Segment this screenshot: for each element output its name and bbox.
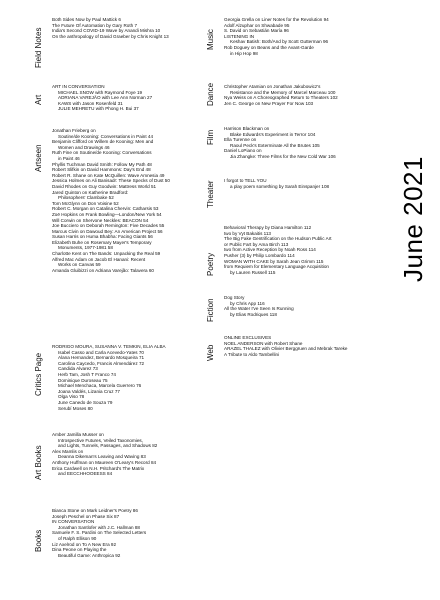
- list-item[interactable]: India's Second COVID-19 Wave by Anandi Mishra 10: [52, 28, 161, 34]
- list-item[interactable]: a play poem something by Sarah Einspanjer 108: [230, 183, 330, 189]
- list-item[interactable]: by Chris App 116: [230, 300, 265, 306]
- list-item[interactable]: Ruth Fine on Soutine/de Kooning: Conversations: [52, 150, 152, 156]
- list-item[interactable]: Zoë Hopkins on Frank Bowling—London/New York 54: [52, 211, 162, 217]
- list-item[interactable]: Olga Viso 78: [58, 394, 85, 400]
- list-item[interactable]: Christopher Atamian on Jonathan Jakubowicz's: [224, 84, 321, 89]
- section-items: [52, 344, 166, 411]
- list-item[interactable]: and EECCHHOOEESS 84: [58, 471, 113, 477]
- list-item[interactable]: ARAZEL THALEZ with Olivier Berggruen and Mebrak Tareke: [224, 346, 348, 352]
- list-item[interactable]: Joana Valdés, Lizania Cruz 77: [58, 388, 120, 394]
- list-item[interactable]: Harrison Blackman on: [224, 126, 270, 131]
- section-label: Field Notes: [34, 27, 43, 68]
- list-item[interactable]: Joe Bucciero on Deborah Remington: Five Decades 55: [52, 223, 165, 229]
- list-item[interactable]: Works on Canvas 59: [58, 262, 101, 268]
- list-item[interactable]: Adolf Alzuphar on Shwabade 95: [224, 22, 290, 28]
- list-item[interactable]: Susan Harris on Huma Bhabha: Facing Giants 56: [52, 234, 153, 240]
- list-item[interactable]: David Rhodes on Guy Goodwin: Mattress World 51: [52, 183, 157, 189]
- list-item[interactable]: I forgot to TELL YOU: [224, 178, 267, 183]
- list-item[interactable]: Georgia Grella on Liner Notes for the Revolution 94: [224, 17, 329, 22]
- list-item[interactable]: Serubí Moses 80: [58, 405, 93, 411]
- list-item[interactable]: The Big Fake Gentrification on the Hudson Public Art: [224, 236, 332, 242]
- list-item[interactable]: Marcus Civin on Dawoud Bey: An American Project 56: [52, 228, 163, 234]
- list-item[interactable]: Will Corwin on Shervone Neckles: BEACON 54: [52, 217, 149, 223]
- list-item[interactable]: by Lauren Russell 115: [230, 269, 276, 275]
- list-item[interactable]: Robert C. Morgan on Catalina Chervin: Catharsis 53: [52, 206, 159, 212]
- list-item[interactable]: Soutine/de Kooning: Conversations in Paint 44: [58, 133, 154, 139]
- section-label: Artseen: [34, 144, 43, 172]
- list-item[interactable]: Pusher (3) by Philip Lombardo 114: [224, 252, 295, 258]
- list-item[interactable]: Deanna Dikeman's Leaving and Waving 83: [58, 454, 146, 460]
- list-item[interactable]: MICHAEL SNOW with Raymond Foye 19: [58, 89, 143, 95]
- list-item[interactable]: The Future Of Automation by Gary Roth 7: [52, 22, 138, 28]
- section-items: [52, 17, 169, 39]
- list-item[interactable]: Ella Turenne on: [224, 137, 257, 143]
- list-item[interactable]: Erica Cardwell on N.H. Pritchard's The Matrix: [52, 465, 145, 471]
- list-item[interactable]: IN CONVERSATION: [52, 519, 95, 525]
- list-item[interactable]: ADRIANA VAREJÃO with Lee Ann Norman 27: [58, 95, 153, 101]
- list-item[interactable]: Isabel Casso and Carla Acevedo-Yates 70: [58, 349, 144, 355]
- list-item[interactable]: Amanda Gluibizzi on Adriana Varejão: Talavera 60: [52, 267, 154, 273]
- section-label: Art: [34, 94, 43, 105]
- list-item[interactable]: Alfred Mac Adam on Jacob El Hanani: Recent: [52, 256, 146, 262]
- list-item[interactable]: Rob Doguey on Beans and the Avant-Garde: [224, 44, 314, 50]
- list-item[interactable]: or Public Fart by Ama Birch 113: [224, 241, 289, 247]
- list-item[interactable]: Jessica Holmes on Ali Banisadr: These Specks of Dust 50: [52, 178, 170, 184]
- list-item[interactable]: Michael Menchaca, Marcela Guerrero 76: [58, 383, 142, 389]
- section-items: [52, 432, 157, 477]
- list-item[interactable]: two from Active Reception by Noah Ross 114: [224, 247, 316, 253]
- list-item[interactable]: Dominique Duroseau 75: [58, 377, 108, 383]
- section-items: [224, 17, 329, 56]
- list-item[interactable]: Resistance and the Memory of Marcel Marceau 100: [230, 89, 336, 95]
- list-item[interactable]: Amber Jamilla Musser on: [52, 432, 104, 437]
- list-item[interactable]: Dina Peone on Playing the: [52, 547, 107, 553]
- issue-date: June 2021: [398, 156, 428, 282]
- section-label: Fiction: [206, 298, 215, 322]
- section-items: [52, 128, 170, 273]
- list-item[interactable]: Anthony Huffman on Maureen O'Leary's Record 84: [52, 459, 157, 465]
- list-item[interactable]: Keshav Batish: Both/And by Scott Gutterman 96: [230, 39, 329, 45]
- list-item[interactable]: Blake Edwards's Experiment in Terror 104: [230, 131, 316, 137]
- list-item[interactable]: Alex Mamlis on: [52, 448, 84, 454]
- list-item[interactable]: NOEL ANDERSON with Robert Shane: [224, 340, 303, 346]
- list-item[interactable]: of Ralph Ellison 90: [58, 535, 97, 541]
- list-item[interactable]: Beautiful Game: Anthropica 92: [58, 552, 121, 558]
- section-items: [224, 178, 329, 189]
- list-item[interactable]: KAWS with Jason Rosenfeld 31: [58, 100, 123, 106]
- list-item[interactable]: Joseph Peschel on Phase Six 87: [52, 513, 120, 519]
- list-item[interactable]: Jonathan Frieberg on: [52, 128, 96, 133]
- list-item[interactable]: On the anthropology of David Graeber by Chris Knight 13: [52, 33, 169, 39]
- list-item[interactable]: Jared Quinton on Katherine Bradford:: [52, 189, 129, 195]
- list-item[interactable]: Philosophers' Clambake 52: [58, 195, 114, 201]
- list-item[interactable]: Raoul Peck's Exterminate All the Brutes 105: [230, 142, 320, 148]
- list-item[interactable]: Both Sides Now by Paul Mattick 6: [52, 17, 121, 22]
- list-item[interactable]: All the Water I've Seen Is Running: [224, 306, 294, 312]
- list-item[interactable]: Dog Story: [224, 295, 245, 300]
- list-item[interactable]: Samuele F. S. Pardini on The Selected Letters: [52, 530, 147, 536]
- list-item[interactable]: RODRIGO MOURA, SUSANNA V. TEMKIN, ELIA ALBA: [52, 344, 166, 349]
- list-item[interactable]: JULIE MEHRETU with Phong H. Bui 37: [58, 106, 139, 112]
- section-items: [224, 84, 338, 106]
- list-item[interactable]: Alana Hernandez, Bernardo Mosqueira 71: [58, 355, 145, 361]
- list-item[interactable]: ART IN CONVERSATION: [52, 84, 105, 89]
- list-item[interactable]: Jia Zhangke: Three Films for the New Cold War 106: [230, 153, 336, 159]
- section-label: Critics Page: [34, 352, 43, 396]
- list-item[interactable]: Carolina Caycedo, Francis Almendárez 72: [58, 360, 145, 366]
- section-label: Web: [206, 344, 215, 361]
- list-item[interactable]: Elizabeth Buhe on Rosemary Mayer's Temporary: [52, 239, 152, 245]
- section-items: [224, 335, 348, 357]
- list-item[interactable]: ONLINE EXCLUSIVES: [224, 335, 272, 340]
- list-item[interactable]: in Paint 46: [58, 155, 80, 161]
- list-item[interactable]: S. David on Sebastián María 96: [224, 28, 289, 34]
- list-item[interactable]: Liz Axelrod on To A New Era 92: [52, 541, 117, 547]
- list-item[interactable]: Women and Drawings 46: [58, 144, 110, 150]
- list-item[interactable]: Candida Alvarez 73: [58, 366, 98, 372]
- list-item[interactable]: Charlotte Kent on The Bands: Unpacking the Real 59: [52, 251, 161, 257]
- section-label: Film: [206, 129, 215, 145]
- list-item[interactable]: Phyllis Tuchman David Smith: Follow My Path 48: [52, 161, 152, 167]
- list-item[interactable]: Jen C. George on New Prayer For Now 103: [224, 100, 314, 106]
- section-items: [224, 126, 336, 160]
- list-item[interactable]: by Elias Rodriques 118: [230, 311, 277, 317]
- list-item[interactable]: from Requiem for Elementary Language Acquisition: [224, 264, 329, 270]
- list-item[interactable]: WOMAN WITH CAKE by Sarah Jean Grimm 115: [224, 258, 324, 264]
- list-item[interactable]: Nya Weiss on A Choreographed Return to Theaters 102: [224, 95, 338, 101]
- section-items: [224, 225, 332, 275]
- list-item[interactable]: Benjamin Clifford on Willem de Kooning: Men and: [52, 139, 154, 145]
- list-item[interactable]: Robert Slifkin on David Hammons: Day's End 48: [52, 167, 151, 173]
- list-item[interactable]: and Lights, Tunnels, Passages, and Shadows 82: [58, 443, 158, 449]
- list-item[interactable]: Daniel LoPiano on: [224, 148, 262, 154]
- section-items: [52, 508, 146, 558]
- section-label: Dance: [206, 82, 215, 106]
- section-label: Art Books: [34, 445, 43, 480]
- list-item[interactable]: two by Vyt Bakaitis 113: [224, 230, 271, 236]
- list-item[interactable]: Tom McGlynn on Don Voisine 52: [52, 200, 119, 206]
- list-item[interactable]: Behavioral Therapy by Diana Hamilton 112: [224, 225, 312, 230]
- list-item[interactable]: A Tribute to Aldo Tambellini: [224, 351, 280, 357]
- list-item[interactable]: Monuments, 1977-1981 58: [58, 245, 113, 251]
- list-item[interactable]: Herb Tam, Josh T Franco 74: [58, 371, 116, 377]
- list-item[interactable]: in Hip Hop 98: [230, 50, 258, 56]
- list-item[interactable]: June Canedo de Souza 79: [58, 399, 113, 405]
- section-label: Music: [206, 29, 215, 50]
- section-label: Poetry: [206, 252, 215, 276]
- section-items: [52, 84, 152, 112]
- section-label: Theater: [206, 180, 215, 208]
- list-item[interactable]: Introspective Futures, Veiled Taxonomies,: [58, 437, 143, 443]
- list-item[interactable]: Bianca Stone on Mark Leidner's Poetry 86: [52, 508, 138, 513]
- section-items: [224, 295, 294, 317]
- section-label: Books: [34, 529, 43, 552]
- list-item[interactable]: LISTENING IN: [224, 33, 255, 39]
- list-item[interactable]: Robert R. Shane on Kate McQuillen: Wave Amnesia 49: [52, 172, 165, 178]
- list-item[interactable]: Jonathan Santlofer with J.C. Hallman 88: [58, 524, 140, 530]
